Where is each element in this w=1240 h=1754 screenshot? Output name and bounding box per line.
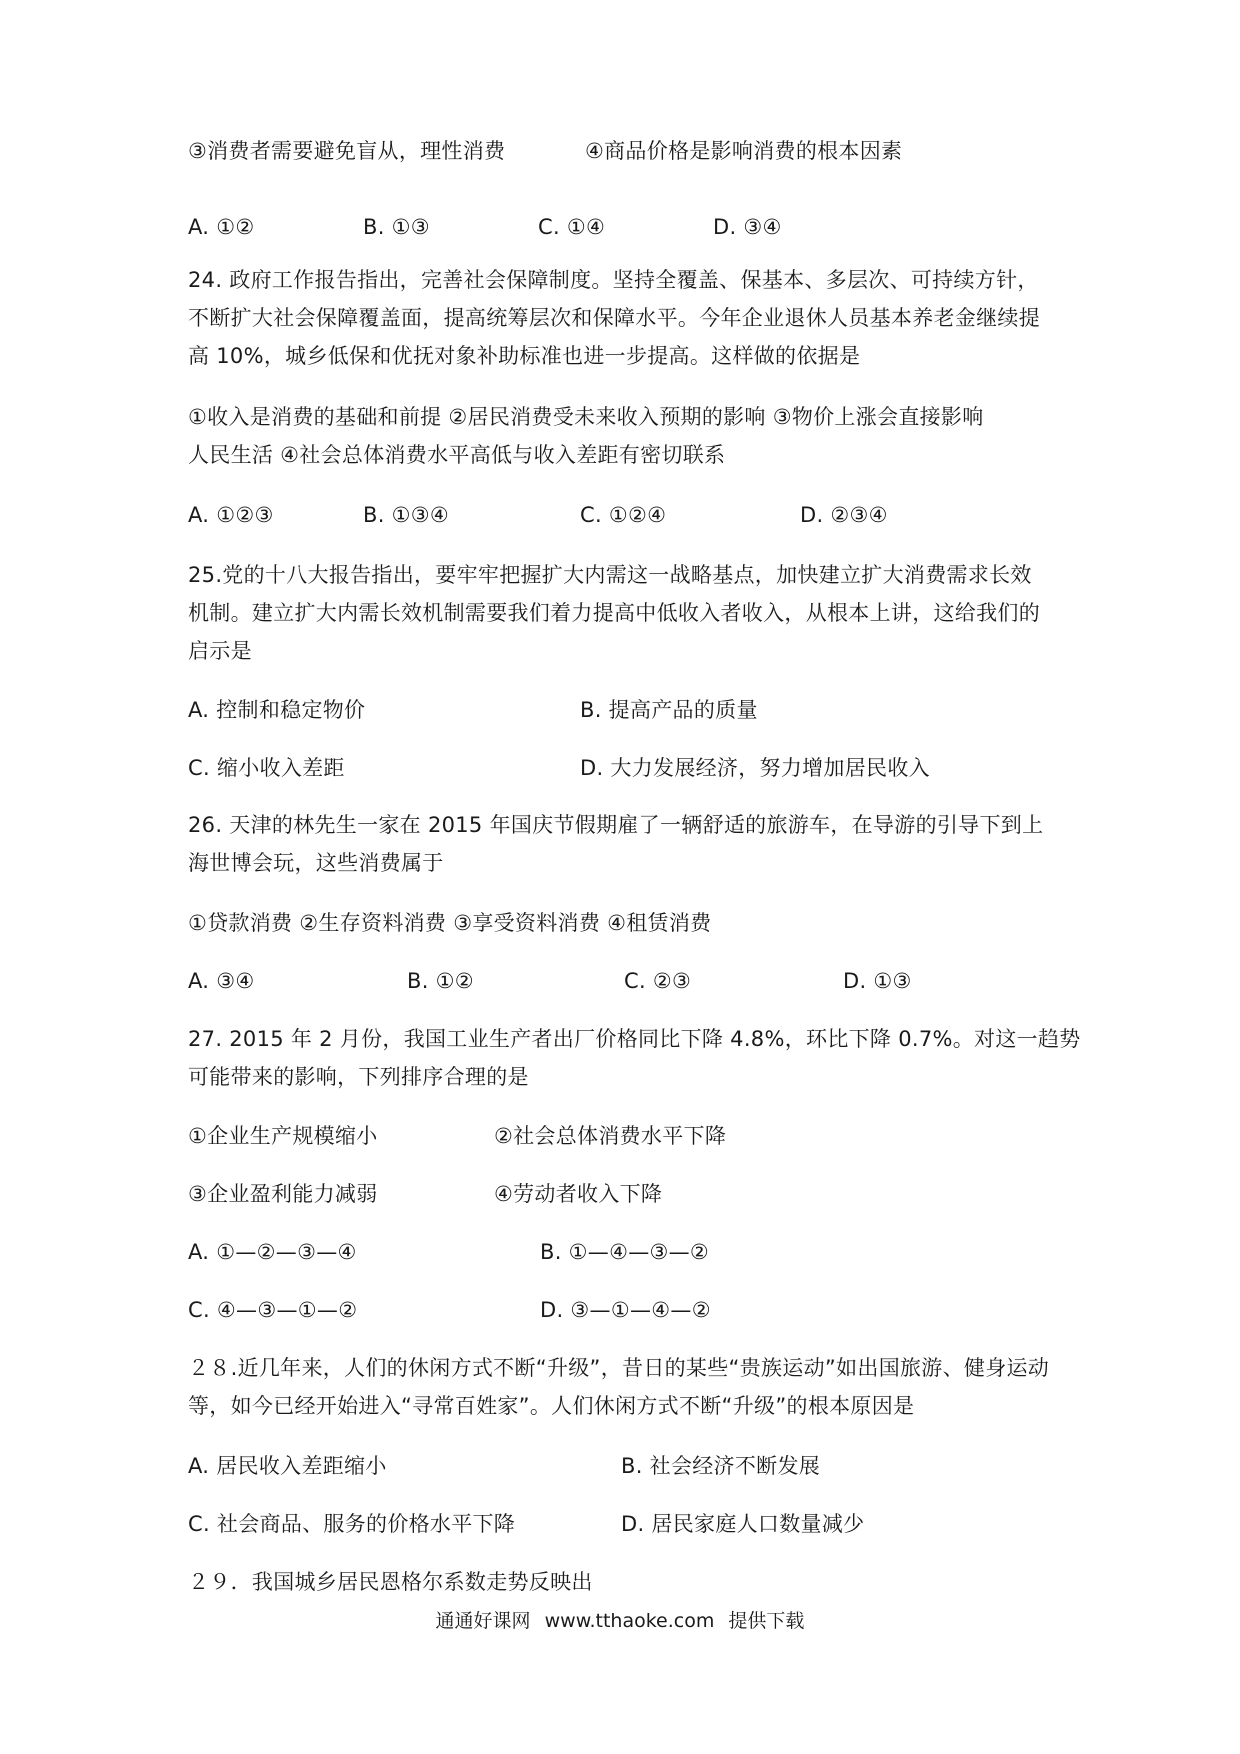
statement-4: ④商品价格是影响消费的根本因素 bbox=[585, 139, 903, 163]
question-25-line-1: 25.党的十八大报告指出，要牢牢把握扩大内需这一战略基点，加快建立扩大消费需求长效 bbox=[188, 563, 1032, 587]
question-28-option-d: D. 居民家庭人口数量减少 bbox=[621, 1512, 865, 1536]
question-28-line-2: 等，如今已经开始进入“寻常百姓家”。人们休闲方式不断“升级”的根本原因是 bbox=[188, 1394, 915, 1418]
question-28-option-b: B. 社会经济不断发展 bbox=[621, 1454, 821, 1478]
question-25-option-a: A. 控制和稳定物价 bbox=[188, 698, 366, 722]
question-24-statements-2: 人民生活 ④社会总体消费水平高低与收入差距有密切联系 bbox=[188, 443, 726, 467]
question-26-statements: ①贷款消费 ②生存资料消费 ③享受资料消费 ④租赁消费 bbox=[188, 911, 712, 935]
question-28-line-1: ２８.近几年来，人们的休闲方式不断“升级”，昔日的某些“贵族运动”如出国旅游、健身运动 bbox=[188, 1356, 1050, 1380]
question-25-option-b: B. 提高产品的质量 bbox=[580, 698, 758, 722]
page-footer bbox=[0, 1608, 1240, 1634]
question-27-option-a: A. ①—②—③—④ bbox=[188, 1240, 357, 1264]
option-b: B. ①③ bbox=[363, 215, 430, 239]
question-24-option-d: D. ②③④ bbox=[800, 503, 888, 527]
question-24-option-a: A. ①②③ bbox=[188, 503, 274, 527]
question-24-line-3: 高 10%，城乡低保和优抚对象补助标准也进一步提高。这样做的依据是 bbox=[188, 344, 861, 368]
question-27-statement-3: ③企业盈利能力减弱 bbox=[188, 1182, 378, 1206]
question-27-statement-4: ④劳动者收入下降 bbox=[494, 1182, 663, 1206]
option-c: C. ①④ bbox=[538, 215, 606, 239]
question-25-option-c: C. 缩小收入差距 bbox=[188, 756, 345, 780]
question-25-line-3: 启示是 bbox=[188, 639, 252, 663]
question-26-option-a: A. ③④ bbox=[188, 969, 255, 993]
question-28-option-c: C. 社会商品、服务的价格水平下降 bbox=[188, 1512, 516, 1536]
footer-url-link[interactable]: www.tthaoke.com bbox=[544, 1610, 715, 1632]
question-27-option-b: B. ①—④—③—② bbox=[540, 1240, 710, 1264]
question-25-option-d: D. 大力发展经济，努力增加居民收入 bbox=[580, 756, 930, 780]
question-27-statement-2: ②社会总体消费水平下降 bbox=[494, 1124, 727, 1148]
question-24-option-b: B. ①③④ bbox=[363, 503, 450, 527]
question-26-option-b: B. ①② bbox=[407, 969, 474, 993]
question-27-line-2: 可能带来的影响，下列排序合理的是 bbox=[188, 1065, 529, 1089]
statement-3: ③消费者需要避免盲从，理性消费 bbox=[188, 139, 506, 163]
question-25-line-2: 机制。建立扩大内需长效机制需要我们着力提高中低收入者收入，从根本上讲，这给我们的 bbox=[188, 601, 1040, 625]
question-26-line-1: 26. 天津的林先生一家在 2015 年国庆节假期雇了一辆舒适的旅游车，在导游的引导下到上 bbox=[188, 813, 1044, 837]
question-24-statements-1: ①收入是消费的基础和前提 ②居民消费受未来收入预期的影响 ③物价上涨会直接影响 bbox=[188, 405, 984, 429]
question-27-statement-1: ①企业生产规模缩小 bbox=[188, 1124, 378, 1148]
option-a: A. ①② bbox=[188, 215, 255, 239]
question-26-option-d: D. ①③ bbox=[843, 969, 912, 993]
question-24-line-2: 不断扩大社会保障覆盖面，提高统筹层次和保障水平。今年企业退休人员基本养老金继续提 bbox=[188, 306, 1040, 330]
question-24-option-c: C. ①②④ bbox=[580, 503, 667, 527]
question-28-option-a: A. 居民收入差距缩小 bbox=[188, 1454, 387, 1478]
question-27-line-1: 27. 2015 年 2 月份，我国工业生产者出厂价格同比下降 4.8%，环比下降 0.7%。对这一趋势 bbox=[188, 1027, 1081, 1051]
question-26-line-2: 海世博会玩，这些消费属于 bbox=[188, 851, 444, 875]
question-27-option-c: C. ④—③—①—② bbox=[188, 1298, 358, 1322]
footer-note: 提供下载 bbox=[728, 1610, 805, 1632]
question-27-option-d: D. ③—①—④—② bbox=[540, 1298, 711, 1322]
question-26-option-c: C. ②③ bbox=[624, 969, 692, 993]
option-d: D. ③④ bbox=[713, 215, 782, 239]
footer-site-name: 通通好课网 bbox=[435, 1610, 531, 1632]
question-24-line-1: 24. 政府工作报告指出，完善社会保障制度。坚持全覆盖、保基本、多层次、可持续方针， bbox=[188, 268, 1039, 292]
question-29-line-1: ２９．我国城乡居民恩格尔系数走势反映出 bbox=[188, 1570, 593, 1594]
